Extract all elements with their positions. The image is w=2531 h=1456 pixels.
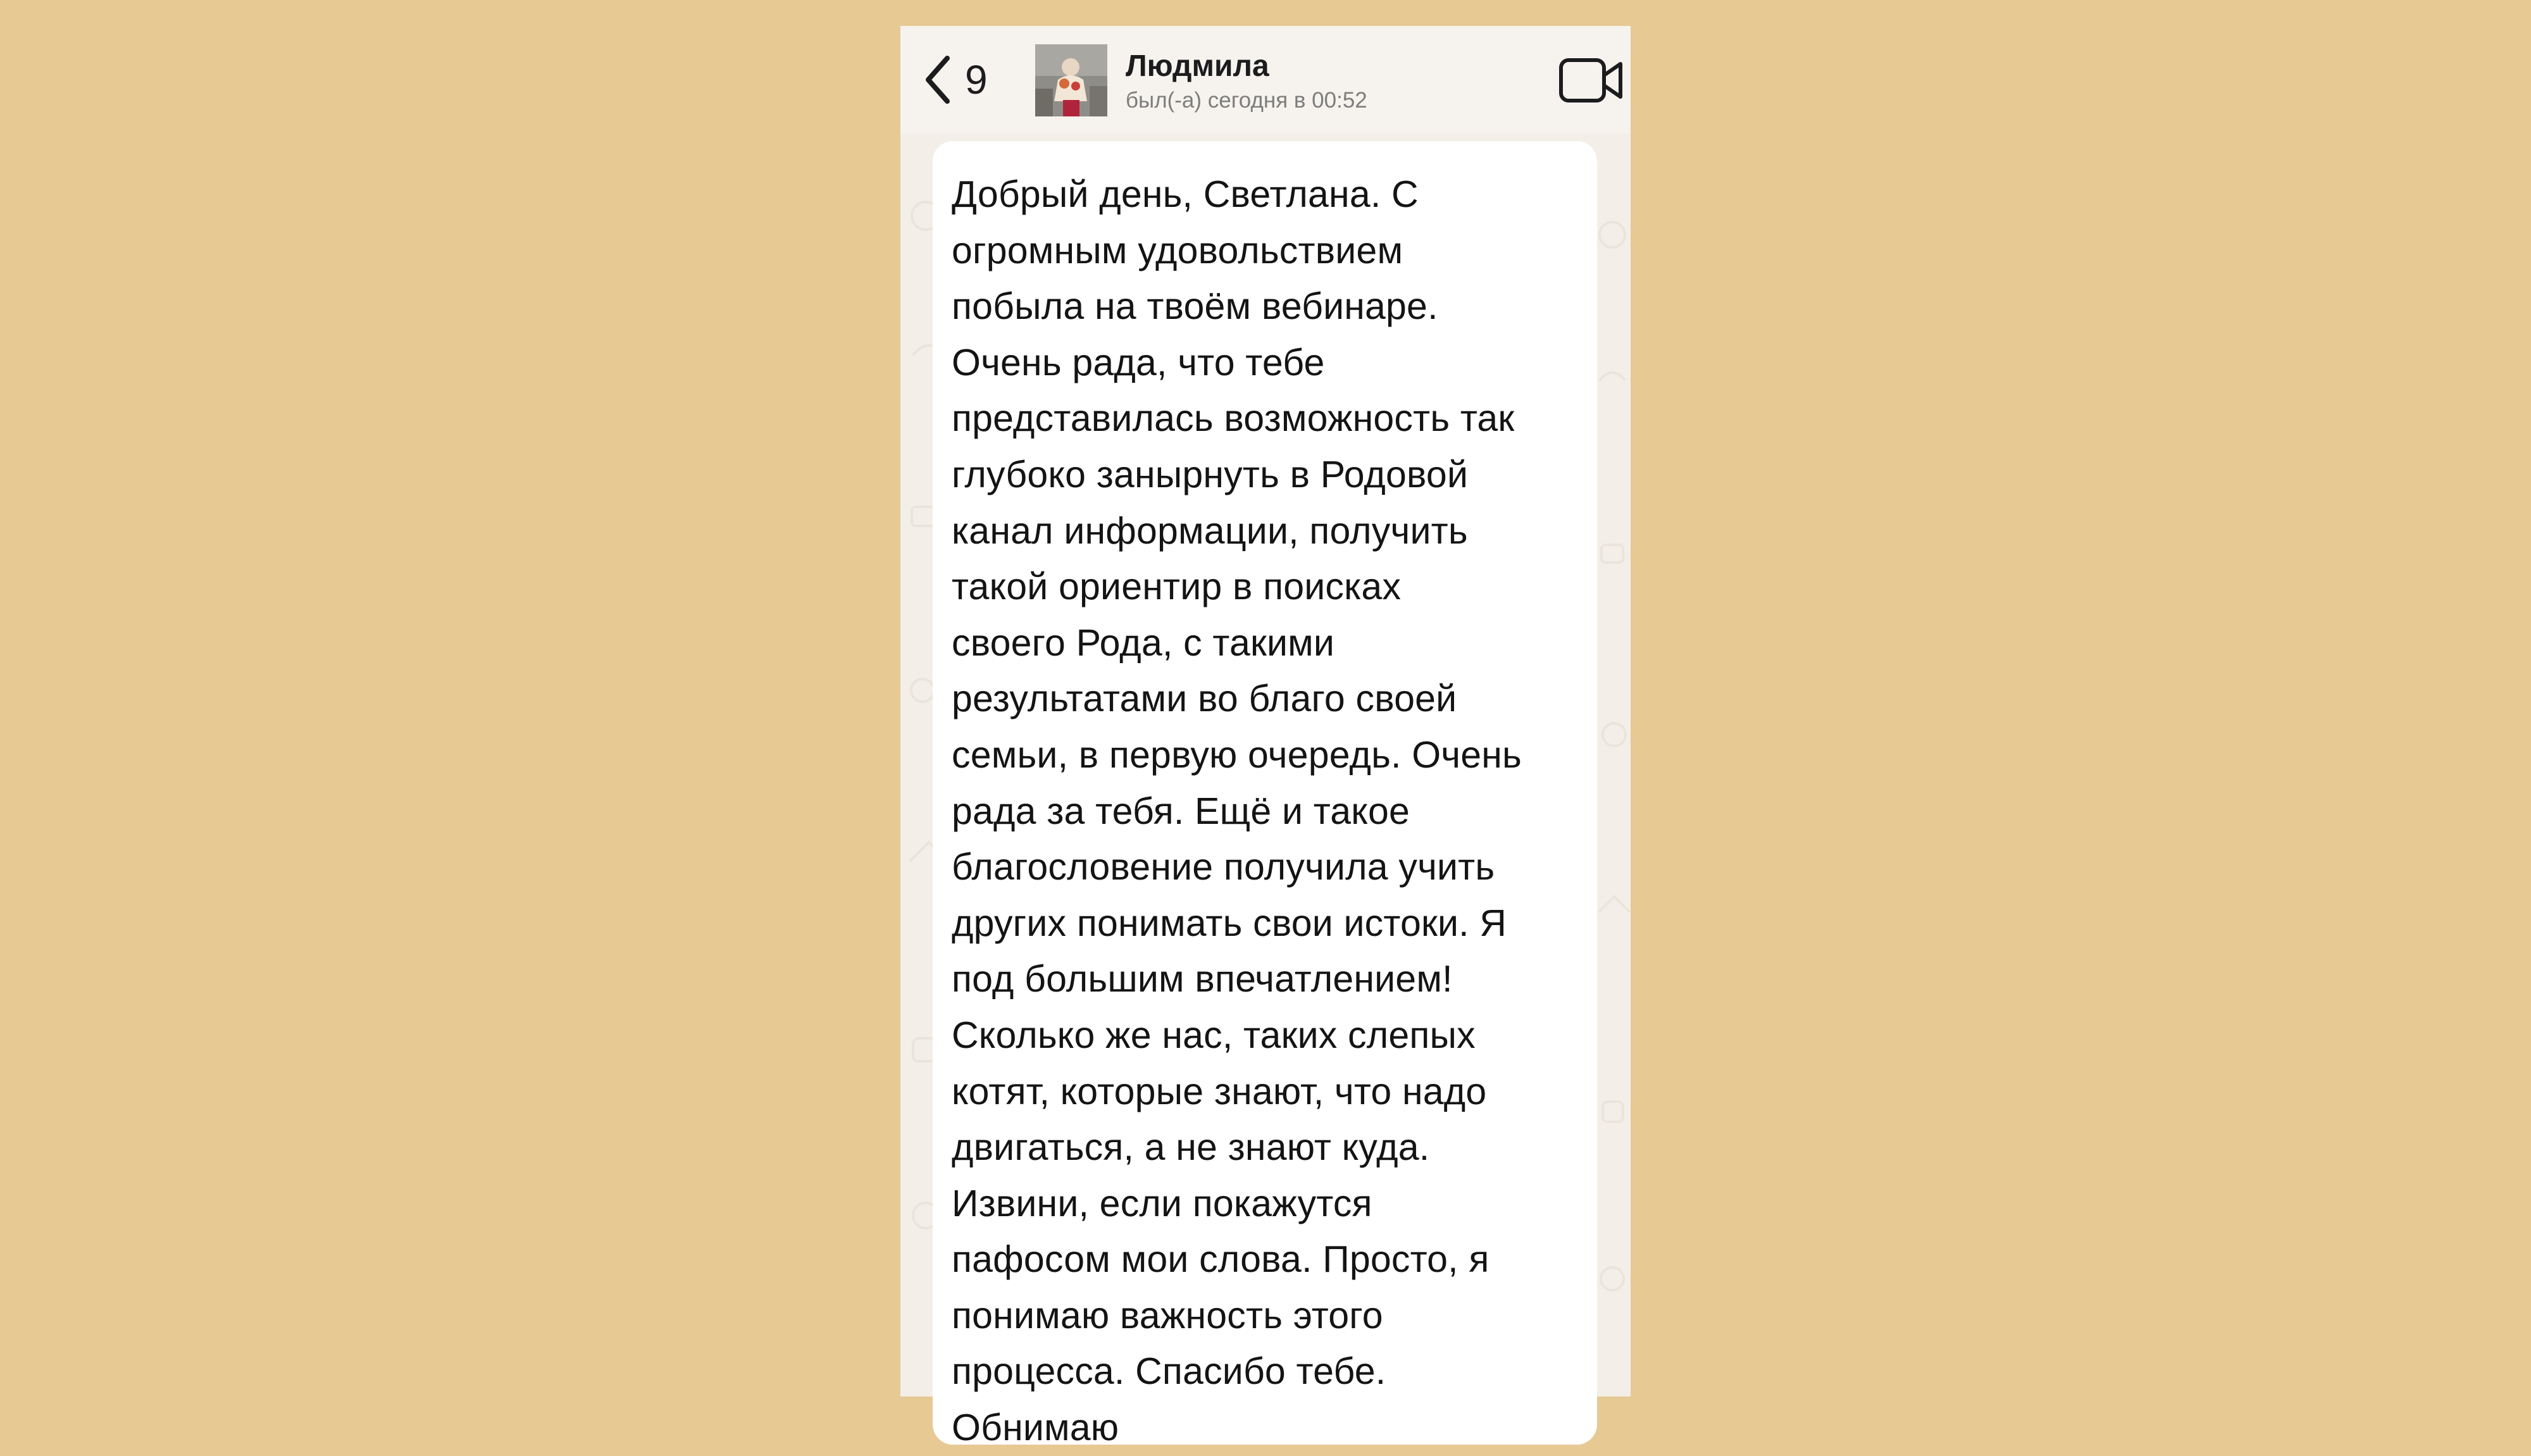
message-text: Добрый день, Светлана. С огромным удовольствием побыла на твоём вебинаре. Очень рада, что тебе представилась возможность так глубоко занырнуть в Родовой канал информации, получить такой ориентир в поисках своего Рода, с такими результатами во благо своей семьи, в первую очередь. Очень рада за тебя. Ещё и такое благословение получила учить других понимать свои истоки. Я под большим впечатлением! Сколько же нас, таких слепых котят, которые знают, что надо двигаться, а не знают куда. Извини, если покажутся пафосом мои слова. Просто, я понимаю важность этого процесса. Спасибо тебе. Обнимаю — [952, 173, 1522, 1449]
video-call-button[interactable] — [1558, 56, 1624, 104]
avatar[interactable] — [1035, 44, 1107, 116]
chat-header — [900, 26, 1631, 134]
video-camera-icon — [1558, 56, 1624, 104]
incoming-message[interactable] — [933, 141, 1597, 1449]
contact-name: Людмила — [1126, 49, 1269, 83]
unread-count: 9 — [965, 57, 988, 103]
chat-screen — [900, 26, 1631, 1449]
back-button[interactable] — [923, 51, 988, 108]
contact-info[interactable] — [1126, 50, 1367, 115]
last-seen-status: был(-а) сегодня в 00:52 — [1126, 87, 1367, 113]
chevron-left-icon — [923, 54, 951, 105]
